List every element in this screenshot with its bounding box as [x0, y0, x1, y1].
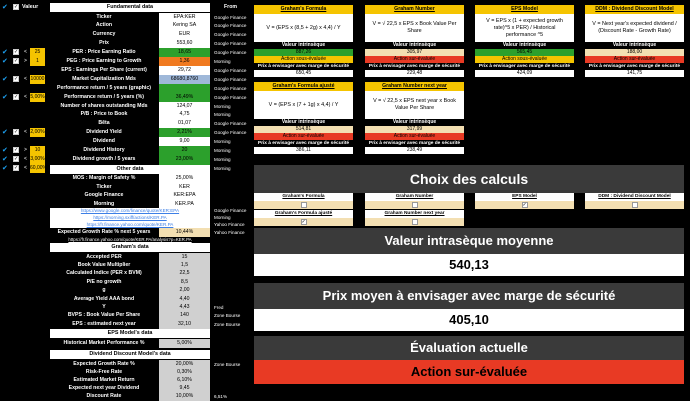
- link[interactable]: https://www.google.com/finance/quote/KER:EPA: [50, 208, 210, 215]
- row-value: 32,10: [159, 320, 210, 329]
- threshold-input[interactable]: 10: [30, 146, 45, 155]
- card-value-label: Valeur intrinsèque: [254, 42, 353, 49]
- checkbox-icon[interactable]: [412, 219, 418, 225]
- threshold-input[interactable]: 5,00%: [30, 93, 45, 102]
- threshold-input[interactable]: 25: [30, 48, 45, 57]
- choix-label: Graham Number: [365, 193, 464, 201]
- row-label: Google Finance: [50, 191, 158, 200]
- threshold-input[interactable]: 1: [30, 57, 45, 66]
- checkbox-icon[interactable]: ✓: [14, 164, 19, 171]
- row-label: Ticker: [50, 183, 158, 192]
- table-row: [0, 21, 249, 30]
- card-status: Action sur-évaluée: [254, 133, 353, 140]
- twitter-bird-icon[interactable]: ✔: [2, 155, 8, 163]
- row-source: Fred: [214, 304, 224, 310]
- card-price: 424,09: [475, 70, 574, 77]
- row-label: EPS : Earnings Per Share (current): [50, 66, 158, 75]
- row-value: 5,00%: [159, 339, 210, 348]
- card-title: DDM : Dividend Discount Model: [585, 5, 684, 14]
- twitter-bird-icon[interactable]: ✔: [2, 75, 8, 83]
- row-value: 01,07: [159, 119, 210, 128]
- table-row: [0, 30, 249, 39]
- choix-label: Graham's Formula ajusté: [254, 210, 353, 218]
- row-value: 22,5: [159, 269, 210, 278]
- row-source: 6,51%: [214, 394, 228, 400]
- threshold-input[interactable]: 2,00%: [30, 128, 45, 137]
- choix-label: DDM : Dividend Discount Model: [585, 193, 684, 201]
- row-source: Google Finance: [214, 121, 247, 127]
- checkbox-icon[interactable]: ✓: [14, 58, 19, 64]
- card-status: Action sur-évaluée: [365, 56, 464, 63]
- table-row: [0, 66, 249, 75]
- growth-source: Yahoo Finance: [214, 230, 245, 235]
- table-row: [0, 119, 249, 128]
- table-row: [0, 84, 249, 93]
- comparison-sign: <: [24, 49, 27, 56]
- eps-data-title: EPS Model's data: [50, 329, 210, 338]
- row-value: [159, 84, 210, 93]
- table-row: [0, 155, 249, 164]
- card-price-label: Prix à envisager avec marge de sécurité: [254, 63, 353, 70]
- card-formula: V = √ 22,5 x EPS x Book Value Per Share: [365, 14, 464, 42]
- row-value: EPA:KER: [159, 13, 210, 22]
- row-source: Google Finance: [214, 130, 247, 136]
- formula-card: [585, 5, 684, 77]
- row-value: EUR: [159, 30, 210, 39]
- table-row: [0, 146, 249, 155]
- row-label: Book Value Multiplier: [50, 261, 158, 270]
- row-label: Dividend: [50, 137, 158, 146]
- table-row: [0, 48, 249, 57]
- formula-card: [365, 5, 464, 77]
- card-price: 650,45: [254, 70, 353, 77]
- row-source: Google Finance: [214, 67, 247, 73]
- row-label: Performance return / 5 years (graphic): [50, 84, 158, 93]
- row-label: Estimated Market Return: [50, 376, 158, 385]
- row-value: 15: [159, 253, 210, 262]
- checkbox-icon[interactable]: ✓: [14, 49, 19, 56]
- row-source: Morning: [214, 112, 231, 118]
- row-value: 1,36: [159, 57, 210, 66]
- table-row: [0, 93, 249, 102]
- card-value: 317,99: [365, 126, 464, 133]
- row-source: Zone Bourse: [214, 313, 241, 319]
- twitter-bird-icon[interactable]: ✔: [2, 129, 8, 137]
- table-row: [0, 320, 249, 329]
- table-row: [0, 13, 249, 22]
- row-value: KER.PA: [159, 200, 210, 209]
- row-source: Google Finance: [214, 14, 247, 20]
- choix-checkbox-cell: [365, 201, 464, 209]
- comparison-sign: <: [24, 75, 27, 82]
- twitter-bird-icon[interactable]: ✔: [2, 49, 8, 57]
- threshold-input[interactable]: 60,00%: [30, 164, 45, 173]
- other-data-title: Other data: [50, 165, 210, 174]
- row-source: Google Finance: [214, 76, 247, 82]
- card-price-label: Prix à envisager avec marge de sécurité: [254, 140, 353, 147]
- row-source: Morning: [214, 148, 231, 153]
- row-label: Y: [50, 303, 158, 312]
- comparison-sign: <: [24, 129, 27, 136]
- row-label: Historical Market Performance %: [50, 339, 158, 348]
- card-title: EPS Model: [475, 5, 574, 14]
- checkbox-icon[interactable]: [632, 202, 638, 208]
- card-title: Graham Number next year: [365, 82, 464, 91]
- link-row: [0, 215, 249, 222]
- row-value: 10,00%: [159, 392, 210, 401]
- row-value: 0,30%: [159, 368, 210, 377]
- checkbox-icon[interactable]: ✓: [522, 202, 527, 208]
- link[interactable]: https://fr.finance.yahoo.com/quote/KER.PA: [50, 222, 210, 229]
- row-label: P/E no growth: [50, 278, 158, 287]
- formula-card: [475, 5, 574, 77]
- row-label: BVPS : Book Value Per Share: [50, 311, 158, 320]
- valeur-label: Valeur: [22, 4, 39, 10]
- growth-label: Expected Growth Rate % next 5 years: [50, 228, 158, 237]
- row-label: Ticker: [50, 13, 158, 22]
- card-title: Graham Number: [365, 5, 464, 14]
- card-status: Action sous-évaluée: [254, 56, 353, 63]
- growth-value: 10,44%: [159, 228, 210, 237]
- table-row: [0, 75, 249, 84]
- card-price-label: Prix à envisager avec marge de sécurité: [585, 63, 684, 70]
- row-label: Calculated Indice (PER x BVM): [50, 269, 158, 278]
- row-source: Morning: [214, 165, 231, 171]
- card-value-label: Valeur intrinsèque: [254, 119, 353, 126]
- row-value: 2,00: [159, 286, 210, 295]
- choix-label: Graham Number next year: [365, 210, 464, 218]
- row-label: Currency: [50, 30, 158, 39]
- link-row: [0, 208, 249, 215]
- card-formula: V = √ 22,5 x EPS next year x Book Value Per Share: [365, 91, 464, 119]
- comparison-sign: >: [24, 58, 27, 64]
- row-source: [212, 339, 249, 348]
- row-label: PEG : Price Earning to Growth: [50, 57, 158, 66]
- row-value: 29,72: [159, 66, 210, 75]
- card-value-label: Valeur intrinsèque: [365, 119, 464, 126]
- price-title: Prix moyen à envisager avec marge de sécurité: [254, 283, 684, 309]
- checkbox-icon[interactable]: ✓: [14, 75, 19, 82]
- choix-checkbox-cell: [254, 201, 353, 209]
- row-label: Dividend growth / 5 years: [50, 155, 158, 164]
- row-label: Expected next year Dividend: [50, 384, 158, 393]
- card-status: Action sur-évaluée: [365, 133, 464, 140]
- left-panel: [0, 0, 250, 401]
- formula-card: [365, 82, 464, 154]
- row-source: Google Finance: [214, 208, 247, 213]
- row-value: 140: [159, 311, 210, 320]
- row-source: Google Finance: [214, 50, 247, 56]
- header-row: [0, 3, 249, 12]
- row-value: 6,10%: [159, 376, 210, 385]
- checkbox-icon[interactable]: ✓: [14, 147, 19, 153]
- card-price: 238,49: [365, 147, 464, 154]
- row-value: 20: [159, 146, 210, 155]
- card-price-label: Prix à envisager avec marge de sécurité: [365, 140, 464, 147]
- avg-title: Valeur intrasèque moyenne: [254, 228, 684, 254]
- choix-checkbox-cell: [365, 218, 464, 226]
- row-value: 8,5: [159, 278, 210, 287]
- comparison-sign: >: [24, 147, 27, 153]
- row-source: Morning: [214, 156, 231, 162]
- row-value: 2,21%: [159, 128, 210, 137]
- row-source: Morning: [214, 214, 231, 220]
- row-source: Google Finance: [214, 41, 247, 47]
- ddm-data-title: Dividend Discount Model's data: [50, 350, 210, 359]
- checkbox-icon[interactable]: ✓: [301, 219, 306, 225]
- card-status: Action sur-évaluée: [585, 56, 684, 63]
- row-label: Accepted PER: [50, 253, 158, 262]
- link[interactable]: https://morning.sxiff/actions/KER.PA: [50, 215, 210, 222]
- row-value: 18,65: [159, 48, 210, 57]
- row-label: Bêta: [50, 119, 158, 128]
- row-label: Dividend Yield: [50, 128, 158, 137]
- row-value: 1,5: [159, 261, 210, 270]
- table-row: [0, 339, 249, 348]
- table-row: [0, 57, 249, 66]
- comparison-sign: <: [24, 155, 27, 162]
- comparison-sign: <: [24, 164, 27, 171]
- threshold-input[interactable]: 10000: [30, 75, 45, 84]
- row-label: Risk-Free Rate: [50, 368, 158, 377]
- row-source: Morning: [214, 103, 231, 109]
- row-value: 4,43: [159, 303, 210, 312]
- row-source: Yahoo Finance: [214, 221, 245, 227]
- formula-card: [254, 82, 353, 154]
- from-label: From: [224, 4, 237, 10]
- card-status: Action sous-évaluée: [475, 56, 574, 63]
- twitter-bird-icon[interactable]: ✔: [2, 164, 8, 172]
- row-source: Google Finance: [214, 23, 247, 29]
- row-label: MOS : Margin of Safety %: [50, 174, 158, 183]
- twitter-bird-icon[interactable]: ✔: [2, 4, 8, 11]
- row-value: KER:EPA: [159, 191, 210, 200]
- row-source: Google Finance: [214, 94, 247, 100]
- choix-checkbox-cell: [254, 218, 353, 226]
- row-label: Prix: [50, 39, 158, 48]
- card-price-label: Prix à envisager avec marge de sécurité: [365, 63, 464, 70]
- card-value-label: Valeur intrinsèque: [475, 42, 574, 49]
- card-formula: V = (EPS x (7 + 1g) x 4,4) / Y: [254, 91, 353, 119]
- table-row: [0, 39, 249, 48]
- checkbox-icon[interactable]: ✓: [14, 129, 19, 136]
- twitter-bird-icon[interactable]: ✔: [2, 93, 8, 101]
- fundamental-title: Fundamental data: [50, 3, 210, 12]
- checkbox-icon[interactable]: ✓: [14, 155, 19, 162]
- card-price-label: Prix à envisager avec marge de sécurité: [475, 63, 574, 70]
- row-label: EPS : estimated next year: [50, 320, 158, 329]
- row-label: Average Yield AAA bond: [50, 295, 158, 304]
- choix-title: Choix des calculs: [254, 165, 684, 193]
- choix-label: Graham's Formula: [254, 193, 353, 201]
- row-label: g: [50, 286, 158, 295]
- row-value: 36,49%: [159, 93, 210, 102]
- row-value: 25,00%: [159, 174, 210, 183]
- table-row: [0, 110, 249, 119]
- choix-checkbox-cell: [475, 201, 574, 209]
- card-price: 141,75: [585, 70, 684, 77]
- card-value: 305,97: [365, 49, 464, 56]
- twitter-bird-icon[interactable]: ✔: [2, 58, 8, 65]
- table-row: [0, 102, 249, 111]
- card-value-label: Valeur intrinsèque: [365, 42, 464, 49]
- card-value: 514,81: [254, 126, 353, 133]
- checkbox-icon[interactable]: [412, 202, 418, 208]
- row-value: 23,00%: [159, 155, 210, 164]
- growth-row: [0, 228, 249, 237]
- row-value: 20,00%: [159, 360, 210, 369]
- row-source: Zone Bourse: [214, 361, 241, 367]
- row-value: 124,07: [159, 102, 210, 111]
- card-value: 188,00: [585, 49, 684, 56]
- analysis-link[interactable]: https://fr.finance.yahoo.com/quote/KER.PA/analysis?p=KER.PA: [68, 237, 192, 242]
- card-price: 229,48: [365, 70, 464, 77]
- row-value: 9,00: [159, 137, 210, 146]
- price-value: 405,10: [254, 309, 684, 331]
- comparison-sign: <: [24, 93, 27, 100]
- checkbox-icon[interactable]: ✓: [14, 93, 19, 100]
- row-value: 553,60: [159, 39, 210, 48]
- row-source: Morning: [214, 59, 231, 64]
- row-label: Action: [50, 21, 158, 30]
- row-value: Kering SA: [159, 21, 210, 30]
- card-value: 887,26: [254, 49, 353, 56]
- card-price: 386,11: [254, 147, 353, 154]
- eval-title: Évaluation actuelle: [254, 336, 684, 360]
- row-label: Performance return / 5 years (%): [50, 93, 158, 102]
- row-source: Google Finance: [214, 32, 247, 38]
- graham-data-title: Graham's data: [50, 243, 210, 252]
- row-value: 4,75: [159, 110, 210, 119]
- choix-checkbox-cell: [585, 201, 684, 209]
- row-label: PER : Price Earning Ratio: [50, 48, 158, 57]
- twitter-bird-icon[interactable]: ✔: [2, 147, 8, 154]
- threshold-input[interactable]: 3,00%: [30, 155, 45, 164]
- checkbox-icon[interactable]: [301, 202, 307, 208]
- card-title: Graham's Formula ajusté: [254, 82, 353, 91]
- card-formula: V = Next year's expected dividend / (Discount Rate - Growth Rate): [585, 14, 684, 42]
- row-label: Morning: [50, 200, 158, 209]
- row-value: KER: [159, 183, 210, 192]
- eval-value: Action sur-évaluée: [254, 360, 684, 384]
- choix-label: EPS Model: [475, 193, 574, 201]
- card-formula: V = EPS x (1 + expected growth rate)^5 x PER) / Historical performance ^5: [475, 14, 574, 42]
- card-formula: V = (EPS x (8,5 + 2g) x 4,4) / Y: [254, 14, 353, 42]
- row-source: Zone Bourse: [214, 321, 241, 327]
- row-label: P/B : Price to Book: [50, 110, 158, 119]
- table-row: [0, 137, 249, 146]
- checkbox-icon[interactable]: ✓: [14, 4, 19, 10]
- row-label: Expected Growth Rate %: [50, 360, 158, 369]
- row-label: Market Capitalization Mds: [50, 75, 158, 84]
- row-label: Discount Rate: [50, 392, 158, 401]
- table-row: [0, 392, 249, 401]
- row-label: Number of shares outstanding Mds: [50, 102, 158, 111]
- card-value: 565,45: [475, 49, 574, 56]
- row-value: 9,45: [159, 384, 210, 393]
- formula-card: [254, 5, 353, 77]
- row-source: Google Finance: [214, 85, 247, 91]
- card-title: Graham's Formula: [254, 5, 353, 14]
- row-value: 68680,8760: [159, 75, 210, 84]
- row-label: Dividend History: [50, 146, 158, 155]
- card-value-label: Valeur intrinsèque: [585, 42, 684, 49]
- row-source: Morning: [214, 139, 231, 145]
- row-value: 4,40: [159, 295, 210, 304]
- avg-value: 540,13: [254, 254, 684, 276]
- table-row: [0, 128, 249, 137]
